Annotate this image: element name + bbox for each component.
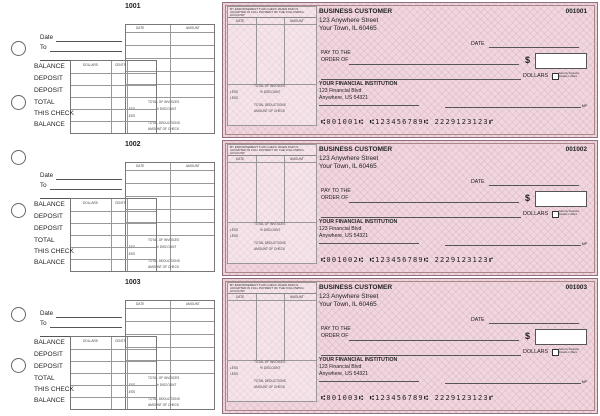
amount-box[interactable] xyxy=(535,53,587,69)
stub-amount-col: AMOUNT xyxy=(186,26,200,30)
voucher-discount: % DISCOUNT xyxy=(260,90,281,94)
grid-line xyxy=(71,397,156,398)
grid-line xyxy=(71,73,156,74)
stub-this-check-label: THIS CHECK xyxy=(34,386,74,393)
grid-line xyxy=(228,300,316,301)
stub-number: 1002 xyxy=(125,141,141,148)
stub-total-invoices: TOTAL OF INVOICES xyxy=(148,100,180,104)
stub-date-line[interactable] xyxy=(56,41,122,42)
stub-deposit-label: DEPOSIT xyxy=(34,87,63,94)
voucher-date-col: DATE xyxy=(236,157,245,161)
check-number: 001003 xyxy=(565,284,587,291)
stub-deposit-label: DEPOSIT xyxy=(34,75,63,82)
payee-line[interactable] xyxy=(349,340,519,341)
mp-label: MP xyxy=(581,380,587,384)
grid-divider xyxy=(256,156,257,222)
voucher-discount: % DISCOUNT xyxy=(260,366,281,370)
bank-name: YOUR FINANCIAL INSTITUTION xyxy=(319,357,398,363)
stub-less: LESS xyxy=(127,245,136,249)
voucher-total-invoices: TOTAL OF INVOICES xyxy=(254,222,286,226)
date-line[interactable] xyxy=(489,185,579,186)
grid-divider xyxy=(170,25,171,133)
grid-divider xyxy=(284,156,285,222)
stub-number: 1001 xyxy=(125,3,141,10)
check-face xyxy=(222,278,598,414)
check-face xyxy=(222,140,598,276)
voucher-amount-of-check: AMOUNT OF CHECK xyxy=(254,247,286,251)
stub-discount: % DISCOUNT xyxy=(156,383,177,387)
voucher-total-deductions: TOTAL DEDUCTIONS xyxy=(254,379,286,383)
grid-line xyxy=(126,196,214,197)
customer-name: BUSINESS CUSTOMER xyxy=(319,284,393,291)
check-stub xyxy=(30,276,215,412)
padlock-icon xyxy=(552,349,559,356)
voucher-date-col: DATE xyxy=(236,295,245,299)
stub-balance-label: BALANCE xyxy=(34,259,65,266)
customer-name: BUSINESS CUSTOMER xyxy=(319,8,393,15)
stub-dollars-col: DOLLARS xyxy=(83,63,98,67)
grid-line xyxy=(126,334,214,335)
grid-line xyxy=(71,259,156,260)
check-number: 001001 xyxy=(565,8,587,15)
grid-line xyxy=(71,211,156,212)
stub-deposit-label: DEPOSIT xyxy=(34,225,63,232)
payee-line[interactable] xyxy=(349,202,519,203)
bank-name: YOUR FINANCIAL INSTITUTION xyxy=(319,219,398,225)
grid-line xyxy=(71,385,156,386)
micr-line: ⑆001001⑆ ⑆123456789⑆ 2229123123⑈ xyxy=(321,118,495,126)
stub-balance-grid xyxy=(70,336,157,410)
endorsement-text: BY ENDORSEMENT THIS CHECK WHEN PAID IS ACCEPTED IN FULL PAYMENT OF THE FOLLOWING ACCOUNT xyxy=(230,7,304,18)
stub-balance-grid xyxy=(70,60,157,134)
bank-city: Anywhere, US 54321 xyxy=(319,95,369,101)
memo-line[interactable] xyxy=(319,105,419,106)
grid-line xyxy=(71,121,156,122)
stub-to-line[interactable] xyxy=(50,327,122,328)
grid-line xyxy=(71,349,156,350)
voucher-total-deductions: TOTAL DEDUCTIONS xyxy=(254,103,286,107)
check-stub xyxy=(30,0,215,136)
stub-this-check-label: THIS CHECK xyxy=(34,110,74,117)
security-note: Security Features Details on Back xyxy=(559,72,580,78)
amount-box[interactable] xyxy=(535,329,587,345)
voucher-amount-col: AMOUNT xyxy=(290,19,304,23)
voucher-amount-col: AMOUNT xyxy=(290,157,304,161)
check-stub xyxy=(30,138,215,274)
memo-line[interactable] xyxy=(319,381,419,382)
grid-line xyxy=(71,235,156,236)
voucher-less: LESS xyxy=(230,90,239,94)
grid-divider xyxy=(284,18,285,84)
customer-street: 123 Anywhere Street xyxy=(319,155,379,162)
amount-box[interactable] xyxy=(535,191,587,207)
bank-street: 123 Financial Blvd xyxy=(319,364,362,370)
stub-deposit-label: DEPOSIT xyxy=(34,351,63,358)
grid-line xyxy=(126,183,214,184)
order-of-label: ORDER OF xyxy=(321,57,349,63)
voucher-grid xyxy=(228,293,316,360)
micr-line: ⑆001003⑆ ⑆123456789⑆ 2229123123⑈ xyxy=(321,394,495,402)
stub-total-deductions: TOTAL DEDUCTIONS xyxy=(148,259,180,263)
check-number: 001002 xyxy=(565,146,587,153)
padlock-icon xyxy=(552,211,559,218)
check-row-3 xyxy=(0,276,600,412)
check-row-1 xyxy=(0,0,600,136)
date-label: DATE xyxy=(471,179,485,185)
stub-total-invoices: TOTAL OF INVOICES xyxy=(148,238,180,242)
voucher-less: LESS xyxy=(230,228,239,232)
written-amount-line[interactable] xyxy=(321,79,521,80)
stub-total-label: TOTAL xyxy=(34,375,55,382)
signature-line[interactable] xyxy=(445,383,581,384)
stub-cents-col: CENTS xyxy=(115,339,126,343)
bank-street: 123 Financial Blvd xyxy=(319,88,362,94)
grid-divider xyxy=(256,18,257,84)
customer-street: 123 Anywhere Street xyxy=(319,17,379,24)
written-amount-line[interactable] xyxy=(321,217,521,218)
grid-divider xyxy=(284,294,285,360)
dollars-label: DOLLARS xyxy=(523,211,549,217)
check-row-2 xyxy=(0,138,600,274)
stub-amount-of-check: AMOUNT OF CHECK xyxy=(148,403,180,407)
stub-total-label: TOTAL xyxy=(34,99,55,106)
stub-balance-label: BALANCE xyxy=(34,397,65,404)
bank-city: Anywhere, US 54321 xyxy=(319,233,369,239)
payee-line[interactable] xyxy=(349,64,519,65)
stub-total-deductions: TOTAL DEDUCTIONS xyxy=(148,397,180,401)
voucher-grid xyxy=(228,17,316,84)
grid-line xyxy=(71,85,156,86)
stub-date-label: Date xyxy=(40,310,54,317)
stub-deposit-label: DEPOSIT xyxy=(34,213,63,220)
voucher-total-invoices: TOTAL OF INVOICES xyxy=(254,84,286,88)
endorsement-text: BY ENDORSEMENT THIS CHECK WHEN PAID IS ACCEPTED IN FULL PAYMENT OF THE FOLLOWING ACCOUNT xyxy=(230,145,304,156)
bank-city: Anywhere, US 54321 xyxy=(319,371,369,377)
stub-discount: % DISCOUNT xyxy=(156,245,177,249)
voucher xyxy=(227,6,317,126)
stub-date-col: DATE xyxy=(136,26,145,30)
voucher-less: LESS xyxy=(230,366,239,370)
written-amount-line[interactable] xyxy=(321,355,521,356)
endorsement-text: BY ENDORSEMENT THIS CHECK WHEN PAID IS ACCEPTED IN FULL PAYMENT OF THE FOLLOWING ACCOUNT xyxy=(230,283,304,294)
grid-line xyxy=(126,32,214,33)
grid-line xyxy=(126,45,214,46)
stub-cents-col: CENTS xyxy=(115,201,126,205)
stub-deposit-label: DEPOSIT xyxy=(34,363,63,370)
mp-label: MP xyxy=(581,104,587,108)
stub-cents-col: CENTS xyxy=(115,63,126,67)
date-line[interactable] xyxy=(489,323,579,324)
stub-date-line[interactable] xyxy=(56,317,122,318)
grid-divider xyxy=(256,294,257,360)
voucher-discount: % DISCOUNT xyxy=(260,228,281,232)
order-of-label: ORDER OF xyxy=(321,195,349,201)
stub-dollars-col: DOLLARS xyxy=(83,339,98,343)
security-note: Security Features Details on Back xyxy=(559,210,580,216)
stub-total-deductions: TOTAL DEDUCTIONS xyxy=(148,121,180,125)
stub-dollars-col: DOLLARS xyxy=(83,201,98,205)
stub-less: LESS xyxy=(127,252,136,256)
order-of-label: ORDER OF xyxy=(321,333,349,339)
grid-line xyxy=(126,308,214,309)
dollar-sign: $ xyxy=(525,55,531,65)
stub-date-label: Date xyxy=(40,34,54,41)
voucher-less: LESS xyxy=(230,96,239,100)
pay-to-label: PAY TO THE xyxy=(321,326,351,332)
grid-line xyxy=(71,373,156,374)
check-face xyxy=(222,2,598,138)
grid-line xyxy=(71,247,156,248)
dollar-sign: $ xyxy=(525,331,531,341)
stub-balance-label: BALANCE xyxy=(34,201,65,208)
voucher-total-deductions: TOTAL DEDUCTIONS xyxy=(254,241,286,245)
stub-total-label: TOTAL xyxy=(34,237,55,244)
signature-line[interactable] xyxy=(445,245,581,246)
voucher xyxy=(227,282,317,402)
grid-divider xyxy=(170,301,171,409)
stub-less: LESS xyxy=(127,383,136,387)
date-label: DATE xyxy=(471,317,485,323)
grid-line xyxy=(126,170,214,171)
padlock-icon xyxy=(552,73,559,80)
stub-less: LESS xyxy=(127,107,136,111)
voucher-less: LESS xyxy=(230,234,239,238)
stub-to-line[interactable] xyxy=(50,51,122,52)
grid-divider xyxy=(170,163,171,271)
pay-to-label: PAY TO THE xyxy=(321,188,351,194)
grid-line xyxy=(71,223,156,224)
memo-line[interactable] xyxy=(319,243,419,244)
stub-to-line[interactable] xyxy=(50,189,122,190)
stub-date-col: DATE xyxy=(136,302,145,306)
voucher xyxy=(227,144,317,264)
voucher-amount-of-check: AMOUNT OF CHECK xyxy=(254,385,286,389)
security-note: Security Features Details on Back xyxy=(559,348,580,354)
grid-line xyxy=(126,58,214,59)
stub-discount: % DISCOUNT xyxy=(156,107,177,111)
voucher-amount-of-check: AMOUNT OF CHECK xyxy=(254,109,286,113)
bank-name: YOUR FINANCIAL INSTITUTION xyxy=(319,81,398,87)
grid-line xyxy=(71,109,156,110)
stub-less: LESS xyxy=(127,114,136,118)
stub-total-invoices: TOTAL OF INVOICES xyxy=(148,376,180,380)
stub-balance-label: BALANCE xyxy=(34,339,65,346)
stub-amount-of-check: AMOUNT OF CHECK xyxy=(148,127,180,131)
stub-number: 1003 xyxy=(125,279,141,286)
voucher-amount-col: AMOUNT xyxy=(290,295,304,299)
date-label: DATE xyxy=(471,41,485,47)
grid-line xyxy=(126,321,214,322)
stub-to-label: To xyxy=(40,320,47,327)
stub-date-label: Date xyxy=(40,172,54,179)
dollars-label: DOLLARS xyxy=(523,349,549,355)
pay-to-label: PAY TO THE xyxy=(321,50,351,56)
grid-line xyxy=(71,97,156,98)
customer-street: 123 Anywhere Street xyxy=(319,293,379,300)
voucher-total-invoices: TOTAL OF INVOICES xyxy=(254,360,286,364)
stub-less: LESS xyxy=(127,390,136,394)
stub-amount-col: AMOUNT xyxy=(186,302,200,306)
date-line[interactable] xyxy=(489,47,579,48)
signature-line[interactable] xyxy=(445,107,581,108)
grid-line xyxy=(228,24,316,25)
stub-amount-col: AMOUNT xyxy=(186,164,200,168)
grid-line xyxy=(228,162,316,163)
voucher-grid xyxy=(228,155,316,222)
voucher-less: LESS xyxy=(230,372,239,376)
voucher-date-col: DATE xyxy=(236,19,245,23)
micr-line: ⑆001002⑆ ⑆123456789⑆ 2229123123⑈ xyxy=(321,256,495,264)
customer-name: BUSINESS CUSTOMER xyxy=(319,146,393,153)
stub-date-line[interactable] xyxy=(56,179,122,180)
stub-balance-label: BALANCE xyxy=(34,121,65,128)
dollar-sign: $ xyxy=(525,193,531,203)
customer-city: Your Town, IL 60465 xyxy=(319,301,377,308)
stub-date-col: DATE xyxy=(136,164,145,168)
bank-street: 123 Financial Blvd xyxy=(319,226,362,232)
dollars-label: DOLLARS xyxy=(523,73,549,79)
grid-line xyxy=(71,361,156,362)
stub-balance-grid xyxy=(70,198,157,272)
stub-this-check-label: THIS CHECK xyxy=(34,248,74,255)
stub-to-label: To xyxy=(40,44,47,51)
stub-amount-of-check: AMOUNT OF CHECK xyxy=(148,265,180,269)
stub-to-label: To xyxy=(40,182,47,189)
customer-city: Your Town, IL 60465 xyxy=(319,163,377,170)
mp-label: MP xyxy=(581,242,587,246)
stub-balance-label: BALANCE xyxy=(34,63,65,70)
customer-city: Your Town, IL 60465 xyxy=(319,25,377,32)
